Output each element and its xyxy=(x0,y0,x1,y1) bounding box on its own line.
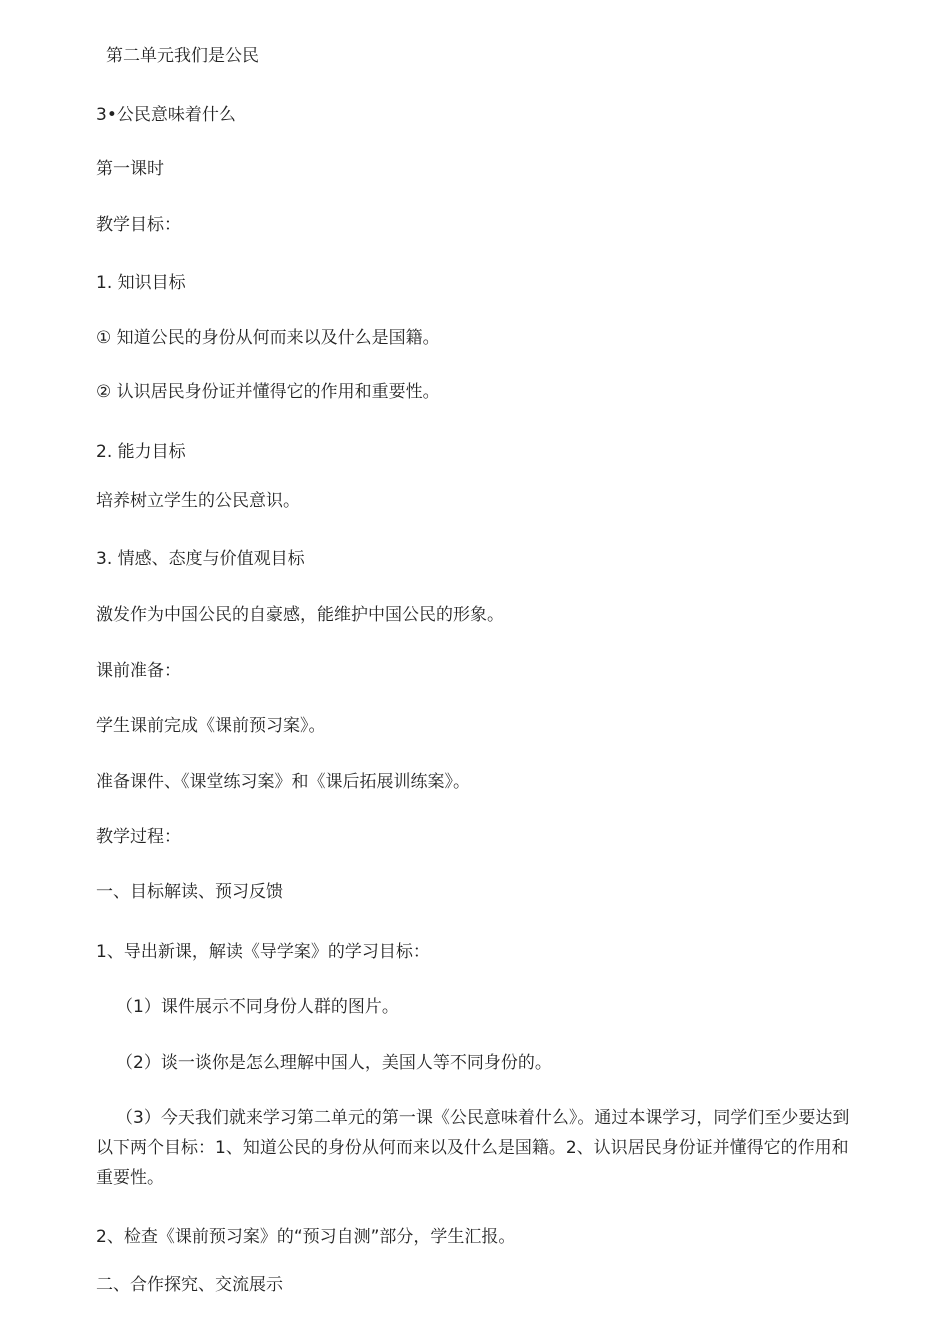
preparation-item: 学生课前完成《课前预习案》。 xyxy=(96,716,326,736)
section-heading: 一、目标解读、预习反馈 xyxy=(96,882,283,902)
objectives-heading: 教学目标： xyxy=(96,215,181,235)
attitude-objective-text: 激发作为中国公民的自豪感，能维护中国公民的形象。 xyxy=(96,605,504,625)
process-heading: 教学过程： xyxy=(96,827,181,847)
ability-objective-text: 培养树立学生的公民意识。 xyxy=(96,491,300,511)
lesson-title: 3•公民意味着什么 xyxy=(96,105,236,125)
preparation-heading: 课前准备： xyxy=(96,661,181,681)
step-item: 2、检查《课前预习案》的“预习自测”部分，学生汇报。 xyxy=(96,1227,516,1247)
preparation-item: 准备课件、《课堂练习案》和《课后拓展训练案》。 xyxy=(96,772,470,792)
sub-step-paragraph: （3）今天我们就来学习第二单元的第一课《公民意味着什么》。通过本课学习，同学们至少要达到以下两个目标：1、知道公民的身份从何而来以及什么是国籍。2、认识居民身份证并懂得它的作用和重要性。 xyxy=(96,1108,850,1188)
period-label: 第一课时 xyxy=(96,159,164,179)
unit-title: 第二单元我们是公民 xyxy=(106,46,259,66)
knowledge-objective-item: ② 认识居民身份证并懂得它的作用和重要性。 xyxy=(96,382,440,402)
step-item: 1、导出新课，解读《导学案》的学习目标： xyxy=(96,942,430,962)
attitude-objective-heading: 3. 情感、态度与价值观目标 xyxy=(96,549,305,569)
knowledge-objective-heading: 1. 知识目标 xyxy=(96,273,186,293)
section-heading: 二、合作探究、交流展示 xyxy=(96,1275,283,1295)
sub-step-item: （2）谈一谈你是怎么理解中国人，美国人等不同身份的。 xyxy=(116,1053,552,1073)
ability-objective-heading: 2. 能力目标 xyxy=(96,442,186,462)
knowledge-objective-item: ① 知道公民的身份从何而来以及什么是国籍。 xyxy=(96,328,440,348)
sub-step-item: （1）课件展示不同身份人群的图片。 xyxy=(116,997,399,1017)
